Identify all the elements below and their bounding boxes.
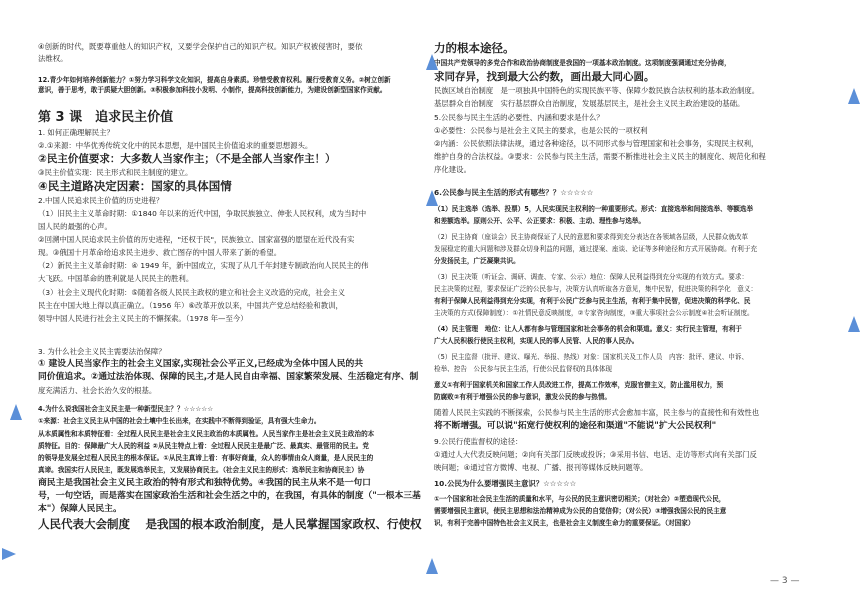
text-line: 6.公民参与民主生活的形式有哪些？？☆☆☆☆☆ xyxy=(434,188,594,197)
text-line: 10.公民为什么要增强民主意识？☆☆☆☆☆ xyxy=(434,479,577,488)
text-line: 求同存异，找到最大公约数，画出最大同心圆。 xyxy=(434,71,655,83)
text-line: 真谛。我国实行人民民主，既发展选举民主，又发展协商民主。（社会主义民主的形式：选举民主和协商民主）协 xyxy=(38,466,365,474)
text-line: 检举、控告 公民参与民主生活，行使公民监督权的具体体现 xyxy=(434,365,613,373)
text-line: 商民主是我国社会主义民主政治的特有形式和独特优势。④我国的民主从来不是一句口 xyxy=(38,478,371,488)
text-line: 1. 如何正确理解民主？ xyxy=(38,128,114,137)
triangle-marker-icon xyxy=(426,190,438,206)
text-line: 从本质属性和本质特征看：全过程人民民主是社会主义民主政治的本质属性。人民当家作主是社会主义民主政治的本 xyxy=(38,430,375,438)
text-line: 将不断增强。可以说"拓宽行使权利的途径和渠道"不能说"扩大公民权利" xyxy=(434,421,717,431)
text-line: （3）社会主义现代化时期：⑤随着各级人民民主政权的建立和社会主义改造的完成，社会主义 xyxy=(38,288,345,297)
text-line: 民主决策的过程，要求保证广泛的公民参与，决策方认真听取各方意见，集中民智，促进决策的科学化 意义： xyxy=(434,285,758,293)
text-line: 民主在中国大地上得以真正确立。（1956 年）⑥改革开放以来，中国共产党总结经验和教训， xyxy=(38,301,343,310)
text-line: 大飞跃。中国革命的胜利就是人民民主的胜利。 xyxy=(38,274,194,283)
text-line: ②.①来源：中华优秀传统文化中的民本思想，是中国民主价值追求的重要思想源头。 xyxy=(38,141,313,150)
text-line: 9.公民行使监督权的途径： xyxy=(434,437,523,446)
triangle-marker-icon xyxy=(848,316,860,332)
text-line: 力的根本途径。 xyxy=(434,41,515,55)
text-line: ①通过人大代表反映问题；②向有关部门反映或投诉；③采用书信、电话、走访等形式向有关部门反 xyxy=(434,450,757,459)
text-line: （4）民主管理 地位：让人人都有参与管理国家和社会事务的机会和渠道。意义：实行民主管理，有利于 xyxy=(434,325,742,333)
text-line: 和差额选举。原则公开、公平、公正要求：积极、主动、理性参与选举。 xyxy=(434,217,645,225)
text-line: 领导中国人民进行社会主义民主的不懈探索。（1978 年—至今） xyxy=(38,314,248,323)
text-line: ①来源：社会主义民主从中国的社会土壤中生长出来，在实践中不断得到验证，具有强大生命力。 xyxy=(38,417,321,425)
text-line: 中国共产党领导的多党合作和政治协商制度是我国的一项基本政治制度。这项制度强调通过充分协商， xyxy=(434,59,731,67)
text-line: 现。③俄国十月革命给追求民主进步、救亡图存的中国人带来了新的希望。 xyxy=(38,248,282,257)
text-line: ②内涵：公民依照法律法规，通过各种途径，以不同形式参与管理国家和社会事务，实现民主权利， xyxy=(434,139,759,148)
text-line: 国人民的最强的心声。 xyxy=(38,222,112,231)
text-line: 第 3 课 追求民主价值 xyxy=(38,110,174,125)
text-line: 的领导是发展全过程人民民主的根本保证。①从民主真谛上看：有事好商量，众人的事情由众人商量，是人民民主的 xyxy=(38,454,374,462)
text-line: 质特征。目的：保障最广大人民的利益 ②从民主特点上看：全过程人民民主是最广泛、最真实、最管用的民主。党 xyxy=(38,442,369,450)
text-line: ②民主价值要求：大多数人当家作主；（不是全部人当家作主！） xyxy=(38,153,336,165)
text-line: 同价值追求。②通过法治体现、保障的民主,才是人民自由幸福、国家繁荣发展、生活稳定有序、制 xyxy=(38,372,419,382)
text-line: 号，一句空话，而是落实在国家政治生活和社会生活之中的，在我国，有具体的制度（"一根本三基 xyxy=(38,491,421,501)
text-line: 本"）保障人民民主。 xyxy=(38,504,122,514)
text-line: 3. 为什么社会主义民主需要法治保障？ xyxy=(38,347,166,356)
text-line: 人民代表大会制度 是我国的根本政治制度，是人民掌握国家政权、行使权 xyxy=(38,517,422,531)
text-line: 意识，善于思考，敢于质疑大胆创新。③积极参加科技小发明、小制作，提高科技创新能力，为建设创新型国家作贡献。 xyxy=(38,86,387,94)
text-line: （1）民主选举（选举、投票）5，人民实现民主权利的一种重要形式。形式：直接选举和间接选举、等额选举 xyxy=(434,205,754,213)
text-line: 需要增强民主意识，使民主思想和法治精神成为公民的自觉信仰；（对公民）③增强我国公民的民主意 xyxy=(434,507,727,515)
triangle-marker-icon xyxy=(426,54,438,70)
text-line: （2）新民主主义革命时期：④ 1949 年，新中国成立，实现了从几千年封建专制政治向人民民主的伟 xyxy=(38,261,369,270)
triangle-marker-icon xyxy=(848,88,860,104)
text-line: ②回溯中国人民追求民主价值的历史进程，"还权于民"，民族独立、国家富强的愿望在近代没有实 xyxy=(38,235,355,244)
text-line: ①一个国家和社会民主生活的质量和水平，与公民的民主意识密切相关；（对社会）②塑造现代公民， xyxy=(434,495,726,503)
text-line: 2.中国人民追求民主价值的历史进程？ xyxy=(38,196,164,205)
text-line: ④民主道路决定因素：国家的具体国情 xyxy=(38,179,232,193)
triangle-marker-icon xyxy=(10,404,22,420)
text-line: 有利于保障人民利益得到充分实现，有利于公民广泛参与民主生活，有利于集中民智，促进决策的科学化、民 xyxy=(434,297,751,305)
text-line: （1）旧民主主义革命时期：①1840 年以来的近代中国，争取民族独立、伸张人民权利，成为当时中 xyxy=(38,209,367,218)
text-line: ①必要性：公民参与是社会主义民主的要求，也是公民的一项权利 xyxy=(434,126,648,135)
text-line: ① 建设人民当家作主的社会主义国家,实现社会公平正义,已经成为全体中国人民的共 xyxy=(38,359,364,369)
text-line: ③民主价值实现：民主形式和民主制度的建立。 xyxy=(38,168,193,177)
text-line: 法维权。 xyxy=(38,54,68,63)
text-line: 维护自身的合法权益。③要求：公民参与民主生活，需要不断推进社会主义民主的制度化、规范化和程 xyxy=(434,152,766,161)
text-line: 基层群众自治制度 实行基层群众自治制度，发展基层民主，是社会主义民主政治建设的基础。 xyxy=(434,99,745,108)
text-line: 5.公民参与民主生活的必要性、内涵和要求是什么？ xyxy=(434,113,604,122)
triangle-marker-icon xyxy=(2,548,16,560)
text-line: ④创新的时代，既要尊重他人的知识产权，又要学会保护自己的知识产权。知识产权被侵害时，要依 xyxy=(38,42,363,51)
text-line: （5）民主监督（批评、建议、曝光、举报、热线）对象：国家机关及工作人员 内容：批评、建议、申诉、 xyxy=(434,353,749,361)
text-line: 12.青少年如何培养创新能力？①努力学习科学文化知识，提高自身素质。珍惜受教育权利。履行受教育义务。②树立创新 xyxy=(38,76,391,84)
text-line: 4.为什么说我国社会主义民主是一种新型民主？？☆☆☆☆☆ xyxy=(38,405,214,413)
text-line: （3）民主决策（听证会、调研、调查、专家、公示）地位：保障人民利益得到充分实现的有效方式。要求： xyxy=(434,273,749,281)
text-line: 分发扬民主，广泛凝聚共识。 xyxy=(434,257,520,265)
page-number: — 3 — xyxy=(770,576,800,586)
text-line: 映问题；④通过官方微博、电视、广播、报刊等媒体反映问题等。 xyxy=(434,463,648,472)
text-line: 民族区域自治制度 是一项独具中国特色的实现民族平等、保障少数民族合法权利的基本政治制度。 xyxy=(434,86,760,95)
text-line: 识，有利于完善中国特色社会主义民主，也是社会主义制度生命力的重要保证。（对国家） xyxy=(434,519,695,527)
text-line: 发展稳定的重大问题和涉及群众切身利益的问题，通过提案、座谈、论证等多种途径和方式开展协商。有利于充 xyxy=(434,245,758,253)
text-line: 主决策的方式(保障制度）：①社情民意反映制度，②专家咨询制度，③重大事项社会公示制度④社会听证制度。 xyxy=(434,309,754,317)
text-line: 序化建设。 xyxy=(434,165,471,174)
triangle-marker-icon xyxy=(426,558,438,574)
text-line: 度充满活力、社会长治久安的根基。 xyxy=(38,386,157,395)
text-line: （2）民主协商（座谈会）民主协商保证了人民的意愿和要求得到充分表达在各领域各层级，人民群众就改革 xyxy=(434,233,749,241)
text-line: 防腐败②有利于增强公民的参与意识，激发公民的参与热情。 xyxy=(434,393,612,401)
text-line: 随着人民民主实践的不断探索，公民参与民主生活的形式会愈加丰富，民主参与的直接性和有效性也 xyxy=(434,408,760,417)
text-line: 广大人民积极行使民主权利，实现人民的事人民管、人民的事人民办。 xyxy=(434,337,639,345)
text-line: 意义①有利于国家机关和国家工作人员改进工作，提高工作效率，克服官僚主义，防止滥用权力，预 xyxy=(434,381,724,389)
